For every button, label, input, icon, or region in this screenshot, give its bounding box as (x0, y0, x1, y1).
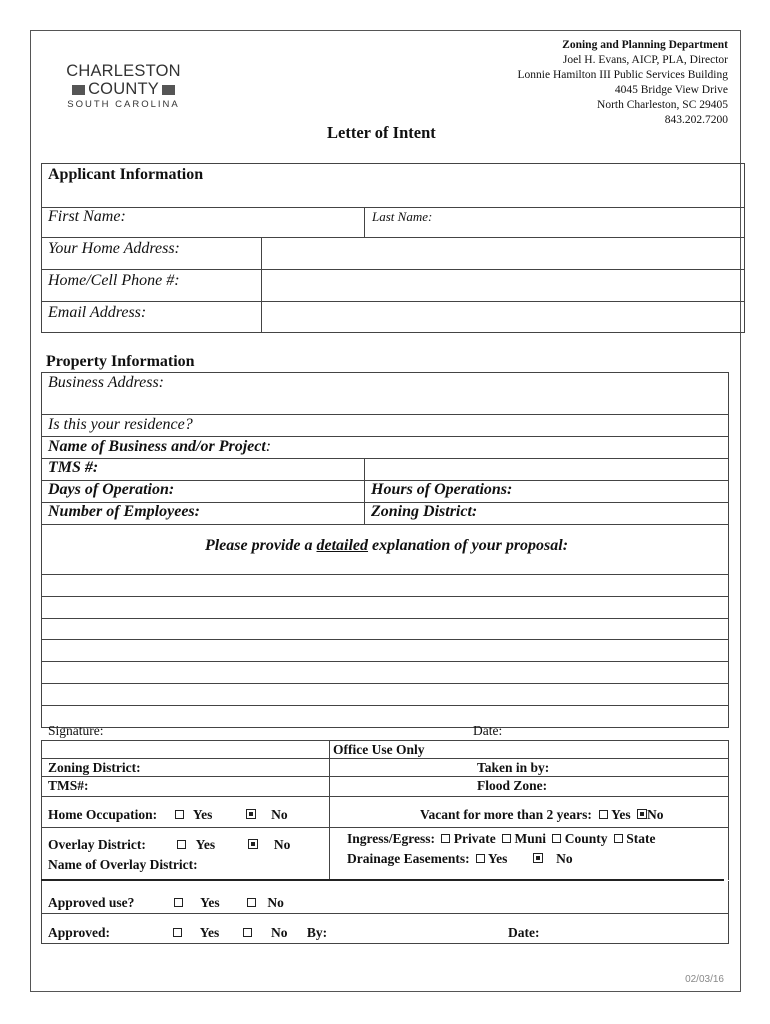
street: 4045 Bridge View Drive (614, 84, 728, 96)
building: Lonnie Hamilton III Public Services Building (517, 69, 728, 81)
drainage-yes-label: Yes (487, 851, 508, 866)
approved-row (48, 925, 327, 941)
approved-yes-label: Yes (199, 925, 220, 940)
department-header (518, 38, 728, 128)
hours-label: Hours of Operations: (371, 481, 513, 498)
approved-yes-checkbox[interactable] (173, 928, 182, 937)
approved-use-no-label: No (267, 895, 284, 910)
private-checkbox[interactable] (441, 834, 450, 843)
tms-label: TMS #: (48, 459, 99, 476)
state-checkbox[interactable] (614, 834, 623, 843)
approved-use-yes-checkbox[interactable] (174, 898, 183, 907)
property-heading: Property Information (46, 353, 195, 370)
overlay-name-label: Name of Overlay District: (48, 857, 198, 872)
approved-use-row (48, 895, 284, 911)
employees-label: Number of Employees: (48, 503, 200, 520)
drainage-no-checkbox[interactable] (533, 853, 543, 863)
overlay-no-label: No (273, 837, 291, 852)
ingress-row (347, 831, 656, 847)
county-logo (66, 62, 181, 110)
residence-label: Is this your residence? (48, 416, 193, 433)
vacant-label: Vacant for more than 2 years: (420, 807, 592, 822)
logo-line1: CHARLESTON (66, 62, 181, 80)
drainage-row (347, 851, 573, 867)
approved-use-yes-label: Yes (200, 895, 220, 910)
flood-zone-label: Flood Zone: (477, 778, 548, 793)
approved-no-label: No (271, 925, 288, 940)
page-title: Letter of Intent (327, 123, 436, 142)
approved-date-label: Date: (508, 925, 540, 940)
home-address-field[interactable] (263, 238, 741, 268)
private-label: Private (453, 831, 496, 846)
approved-by-label: By: (306, 925, 328, 940)
business-name-label: Name of Business and/or Project: (48, 438, 272, 455)
state-label: State (626, 831, 656, 846)
explain-prompt: Please provide a detailed explanation of your proposal: (204, 537, 569, 554)
office-use-heading: Office Use Only (333, 742, 425, 757)
drainage-label: Drainage Easements: (347, 851, 470, 866)
overlay-yes-label: Yes (195, 837, 216, 852)
muni-checkbox[interactable] (502, 834, 511, 843)
explanation-area[interactable] (42, 575, 728, 727)
overlay-row (48, 837, 290, 853)
email-field[interactable] (263, 302, 741, 332)
ingress-label: Ingress/Egress: (347, 831, 436, 846)
vacant-yes-checkbox[interactable] (599, 810, 608, 819)
overlay-yes-checkbox[interactable] (177, 840, 186, 849)
drainage-yes-checkbox[interactable] (476, 854, 485, 863)
last-name-label: Last Name: (372, 209, 433, 224)
phone-field[interactable] (263, 270, 741, 300)
county-label: County (564, 831, 608, 846)
vacant-row (420, 807, 663, 823)
phone-label: Home/Cell Phone #: (48, 272, 180, 289)
drainage-no-label: No (556, 851, 573, 866)
days-label: Days of Operation: (48, 481, 175, 498)
taken-by-label: Taken in by: (477, 760, 550, 775)
revision-date: 02/03/16 (685, 974, 724, 985)
city: North Charleston, SC 29405 (597, 99, 728, 111)
director: Joel H. Evans, AICP, PLA, Director (562, 54, 728, 66)
vacant-no-checkbox[interactable] (637, 809, 647, 819)
last-name-field[interactable] (451, 208, 741, 236)
overlay-label: Overlay District: (48, 837, 146, 852)
office-tms-label: TMS#: (48, 778, 89, 793)
muni-label: Muni (514, 831, 547, 846)
form-page (30, 30, 741, 992)
applicant-heading: Applicant Information (48, 166, 204, 183)
first-name-label: First Name: (48, 208, 126, 225)
home-address-label: Your Home Address: (48, 240, 180, 257)
approved-use-label: Approved use? (48, 895, 135, 910)
overlay-no-checkbox[interactable] (248, 839, 258, 849)
home-occupation-no-checkbox[interactable] (246, 809, 256, 819)
signature-field[interactable] (121, 723, 451, 739)
first-name-field[interactable] (151, 208, 361, 236)
signature-date-label: Date: (473, 723, 503, 738)
home-occupation-yes-checkbox[interactable] (175, 810, 184, 819)
approved-use-no-checkbox[interactable] (247, 898, 256, 907)
logo-line3: SOUTH CAROLINA (67, 99, 180, 110)
approved-no-checkbox[interactable] (243, 928, 252, 937)
office-zoning-label: Zoning District: (48, 760, 141, 775)
email-label: Email Address: (48, 304, 147, 321)
business-address-label: Business Address: (48, 374, 164, 391)
vacant-yes-label: Yes (611, 807, 631, 822)
home-occupation-yes-label: Yes (192, 807, 213, 822)
vacant-no-label: No (646, 807, 664, 822)
signature-label: Signature: (48, 723, 104, 738)
business-address-field[interactable] (191, 374, 726, 412)
dept-name: Zoning and Planning Department (562, 39, 728, 51)
home-occupation-row (48, 807, 288, 823)
logo-line2: COUNTY (66, 80, 181, 98)
approved-label: Approved: (48, 925, 111, 940)
home-occupation-no-label: No (271, 807, 288, 822)
home-occupation-label: Home Occupation: (48, 807, 158, 822)
phone: 843.202.7200 (664, 114, 728, 126)
county-checkbox[interactable] (552, 834, 561, 843)
zoning-label: Zoning District: (371, 503, 478, 520)
